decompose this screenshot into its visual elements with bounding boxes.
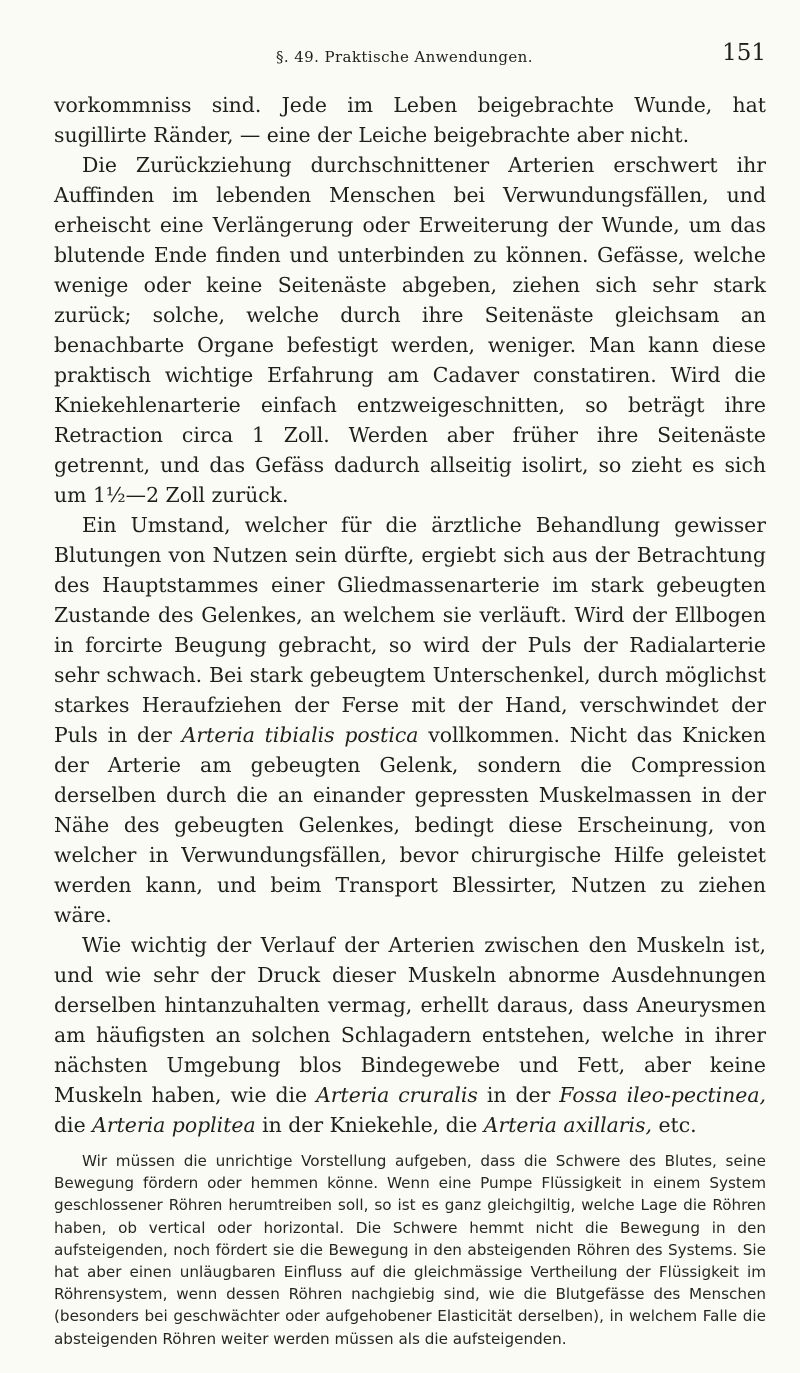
page-header bbox=[54, 40, 766, 74]
page-number: 151 bbox=[722, 40, 766, 66]
paragraph-3-text-b: vollkommen. Nicht das Knicken der Arterie am gebeugten Gelenk, sondern die Compression derselben durch die an einander gepressten Muskelmassen in der Nähe des gebeugten Gelenkes, bedingt diese Erscheinung, von welcher in Verwundungsfällen, bevor chirurgische Hilfe geleistet werden kann, und beim Transport Blessirter, Nutzen zu ziehen wäre. bbox=[54, 723, 766, 927]
paragraph-4-text-c: die bbox=[54, 1113, 93, 1137]
paragraph-3-latin-term: Arteria tibialis postica bbox=[181, 723, 419, 747]
paragraph-3-text-a: Ein Umstand, welcher für die ärztliche Behandlung gewisser Blutungen von Nutzen sein dürfte, ergiebt sich aus der Betrachtung des Hauptstammes einer Gliedmassenarterie im stark gebeugten Zustande des Gelenkes, an welchem sie verläuft. Wird der Ellbogen in forcirte Beugung gebracht, so wird der Puls der Radialarterie sehr schwach. Bei stark gebeugtem Unterschenkel, durch möglichst starkes Heraufziehen der Ferse mit der Hand, verschwindet der Puls in der bbox=[54, 513, 766, 747]
paragraph-4-latin-term-3: Arteria poplitea bbox=[92, 1113, 256, 1137]
paragraph-4-latin-term-2: Fossa ileo-pectinea, bbox=[559, 1083, 767, 1107]
book-page bbox=[54, 40, 766, 1350]
paragraph-4-latin-term-4: Arteria axillaris, bbox=[483, 1113, 652, 1137]
main-text bbox=[54, 90, 766, 1140]
paragraph-4-latin-term-1: Arteria cruralis bbox=[316, 1083, 478, 1107]
small-print-note bbox=[54, 1150, 766, 1350]
paragraph-4-text-b: in der bbox=[477, 1083, 560, 1107]
paragraph-1: vorkommniss sind. Jede im Leben beigebrachte Wunde, hat sugillirte Ränder, — eine der Leiche beigebrachte aber nicht. bbox=[54, 93, 766, 147]
paragraph-2: Die Zurückziehung durchschnittener Arterien erschwert ihr Auffinden im lebenden Menschen bei Verwundungsfällen, und erheischt eine Verlängerung oder Erweiterung der Wunde, um das blutende Ende finden und unterbinden zu können. Gefässe, welche wenige oder keine Seitenäste abgeben, ziehen sich sehr stark zurück; solche, welche durch ihre Seitenäste gleichsam an benachbarte Organe befestigt werden, weniger. Man kann diese praktisch wichtige Erfahrung am Cadaver constatiren. Wird die Kniekehlenarterie einfach entzweigeschnitten, so beträgt ihre Retraction circa 1 Zoll. Werden aber früher ihre Seitenäste getrennt, und das Gefäss dadurch allseitig isolirt, so zieht es sich um 1½—2 Zoll zurück. bbox=[54, 153, 766, 507]
paragraph-4 bbox=[54, 930, 766, 1140]
small-print-paragraph: Wir müssen die unrichtige Vorstellung aufgeben, dass die Schwere des Blutes, seine Bewegung fördern oder hemmen könne. Wenn eine Pumpe Flüssigkeit in einem System geschlossener Röhren herumtreiben soll, so ist es ganz gleichgiltig, welche Lage die Röhren haben, ob vertical oder horizontal. Die Schwere hemmt nicht die Bewegung in den aufsteigenden, noch fördert sie die Bewegung in den absteigenden Röhren des Systems. Sie hat aber einen unläugbaren Einfluss auf die gleichmässige Vertheilung der Flüssigkeit im Röhrensystem, wenn dessen Röhren nachgiebig sind, wie die Blutgefässe des Menschen (besonders bei geschwächter oder aufgehobener Elasticität derselben), in welchem Falle die absteigenden Röhren weiter werden müssen als die aufsteigenden. bbox=[54, 1152, 766, 1348]
paragraph-4-text-a: Wie wichtig der Verlauf der Arterien zwischen den Muskeln ist, und wie sehr der Druck dieser Muskeln abnorme Ausdehnungen derselben hintanzuhalten vermag, erhellt daraus, dass Aneurysmen am häufigsten an solchen Schlagadern entstehen, welche in ihrer nächsten Umgebung blos Bindegewebe und Fett, aber keine Muskeln haben, wie die bbox=[54, 933, 766, 1107]
paragraph-4-text-e: etc. bbox=[652, 1113, 697, 1137]
paragraph-3 bbox=[54, 510, 766, 930]
running-head: §. 49. Praktische Anwendungen. bbox=[276, 48, 533, 66]
paragraph-4-text-d: in der Kniekehle, die bbox=[255, 1113, 484, 1137]
